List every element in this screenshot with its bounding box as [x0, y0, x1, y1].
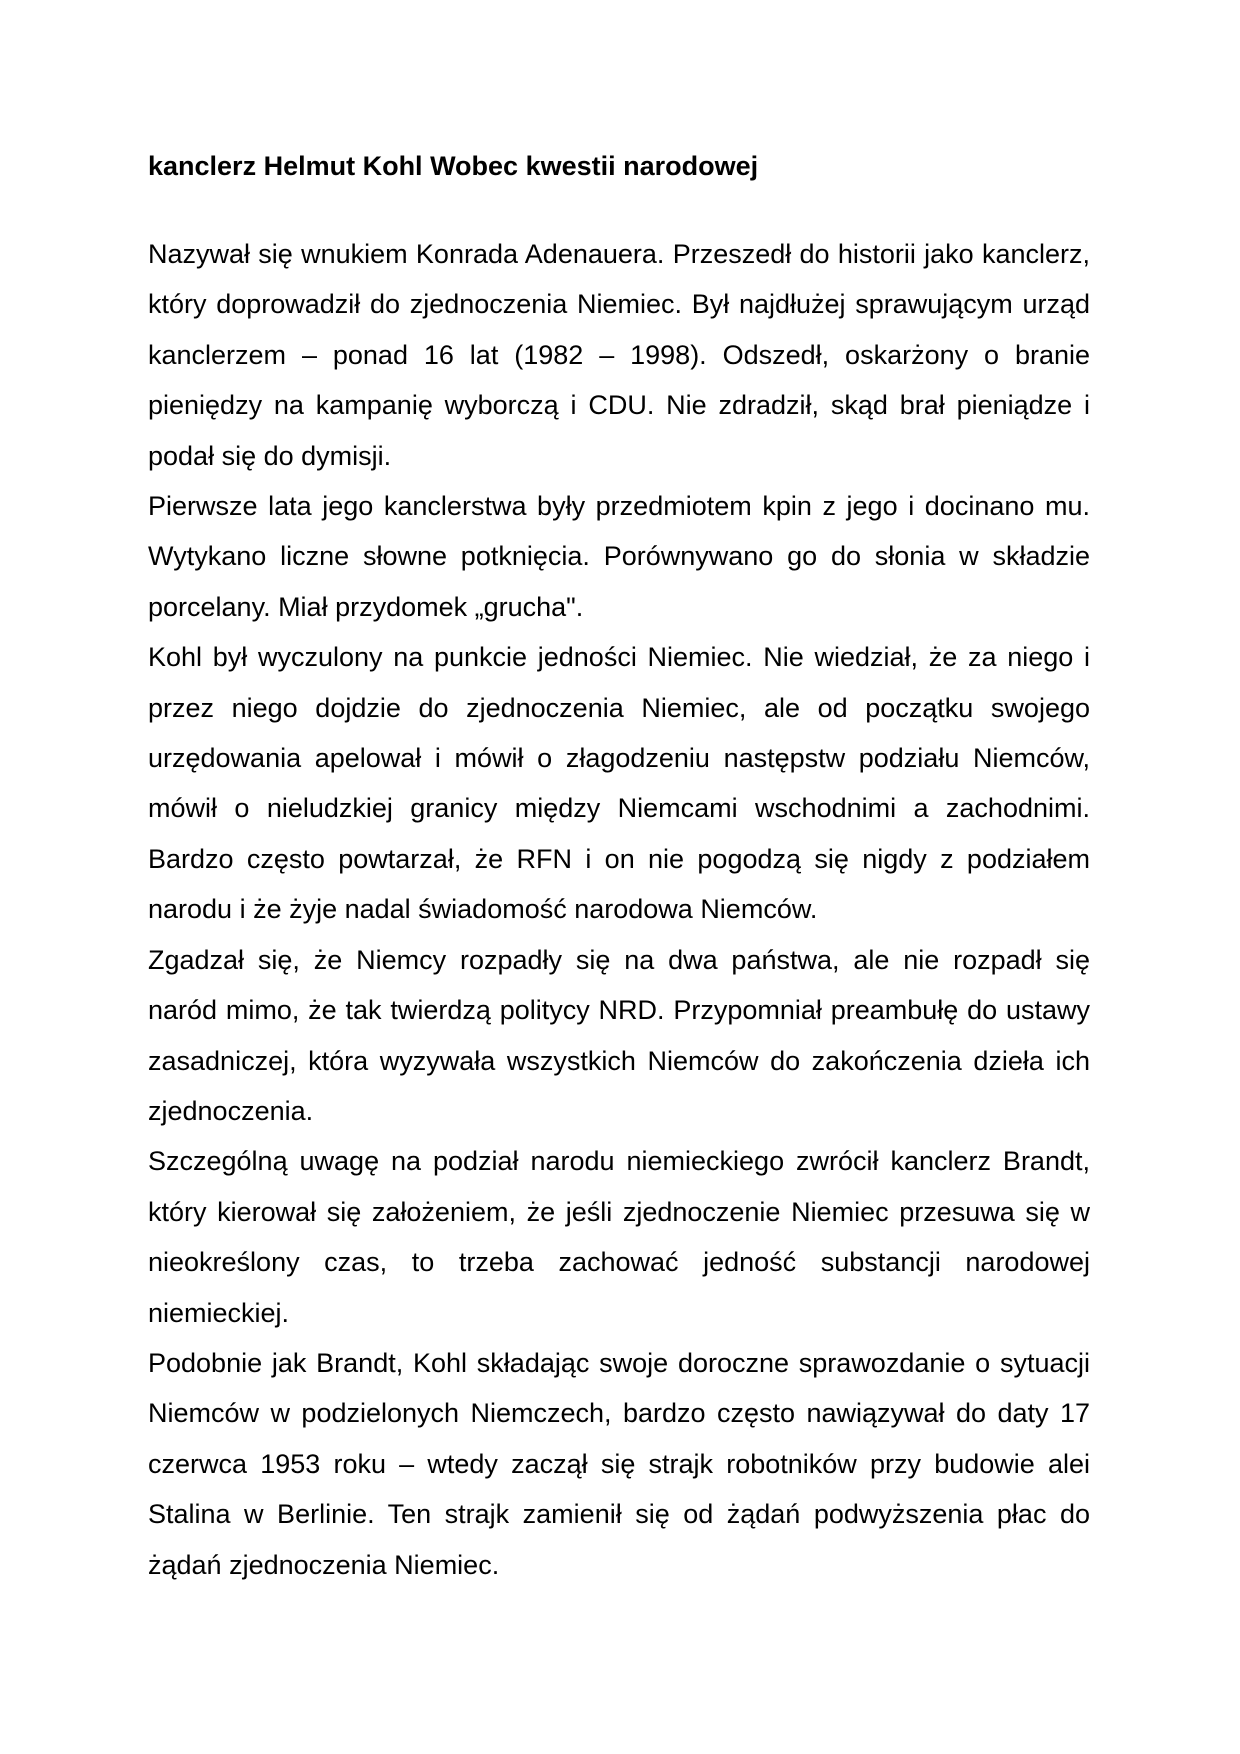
document-title: kanclerz Helmut Kohl Wobec kwestii narodowej — [148, 151, 759, 181]
paragraph-4: Zgadzał się, że Niemcy rozpadły się na dwa państwa, ale nie rozpadł się naród mimo, że tak twierdzą politycy NRD. Przypomniał preambułę do ustawy zasadniczej, która wyzywała wszystkich Niemców do zakończenia dzieła ich zjednoczenia. — [148, 944, 1090, 1126]
paragraph-1: Nazywał się wnukiem Konrada Adenauera. Przeszedł do historii jako kanclerz, który doprowadził do zjednoczenia Niemiec. Był najdłużej sprawującym urząd kanclerzem – ponad 16 lat (1982 – 1998). Odszedł, oskarżony o branie pieniędzy na kampanię wyborczą i CDU. Nie zdradził, skąd brał pieniądze i podał się do dymisji. — [148, 239, 1090, 471]
paragraph-2: Pierwsze lata jego kanclerstwa były przedmiotem kpin z jego i docinano mu. Wytykano liczne słowne potknięcia. Porównywano go do słonia w składzie porcelany. Miał przydomek „grucha". — [148, 491, 1090, 622]
paragraph-3: Kohl był wyczulony na punkcie jedności Niemiec. Nie wiedział, że za niego i przez niego dojdzie do zjednoczenia Niemiec, ale od początku swojego urzędowania apelował i mówił o złagodzeniu następstw podziału Niemców, mówił o nieludzkiej granicy między Niemcami wschodnimi a zachodnimi. Bardzo często powtarzał, że RFN i on nie pogodzą się nigdy z podziałem narodu i że żyje nadal świadomość narodowa Niemców. — [148, 642, 1090, 925]
paragraph-5: Szczególną uwagę na podział narodu niemieckiego zwrócił kanclerz Brandt, który kierował się założeniem, że jeśli zjednoczenie Niemiec przesuwa się w nieokreślony czas, to trzeba zachować jedność substancji narodowej niemieckiej. — [148, 1146, 1090, 1328]
paragraph-6: Podobnie jak Brandt, Kohl składając swoje doroczne sprawozdanie o sytuacji Niemców w podzielonych Niemczech, bardzo często nawiązywał do daty 17 czerwca 1953 roku – wtedy zaczął się strajk robotników przy budowie alei Stalina w Berlinie. Ten strajk zamienił się od żądań podwyższenia płac do żądań zjednoczenia Niemiec. — [148, 1347, 1090, 1580]
document-body — [148, 146, 1090, 1590]
